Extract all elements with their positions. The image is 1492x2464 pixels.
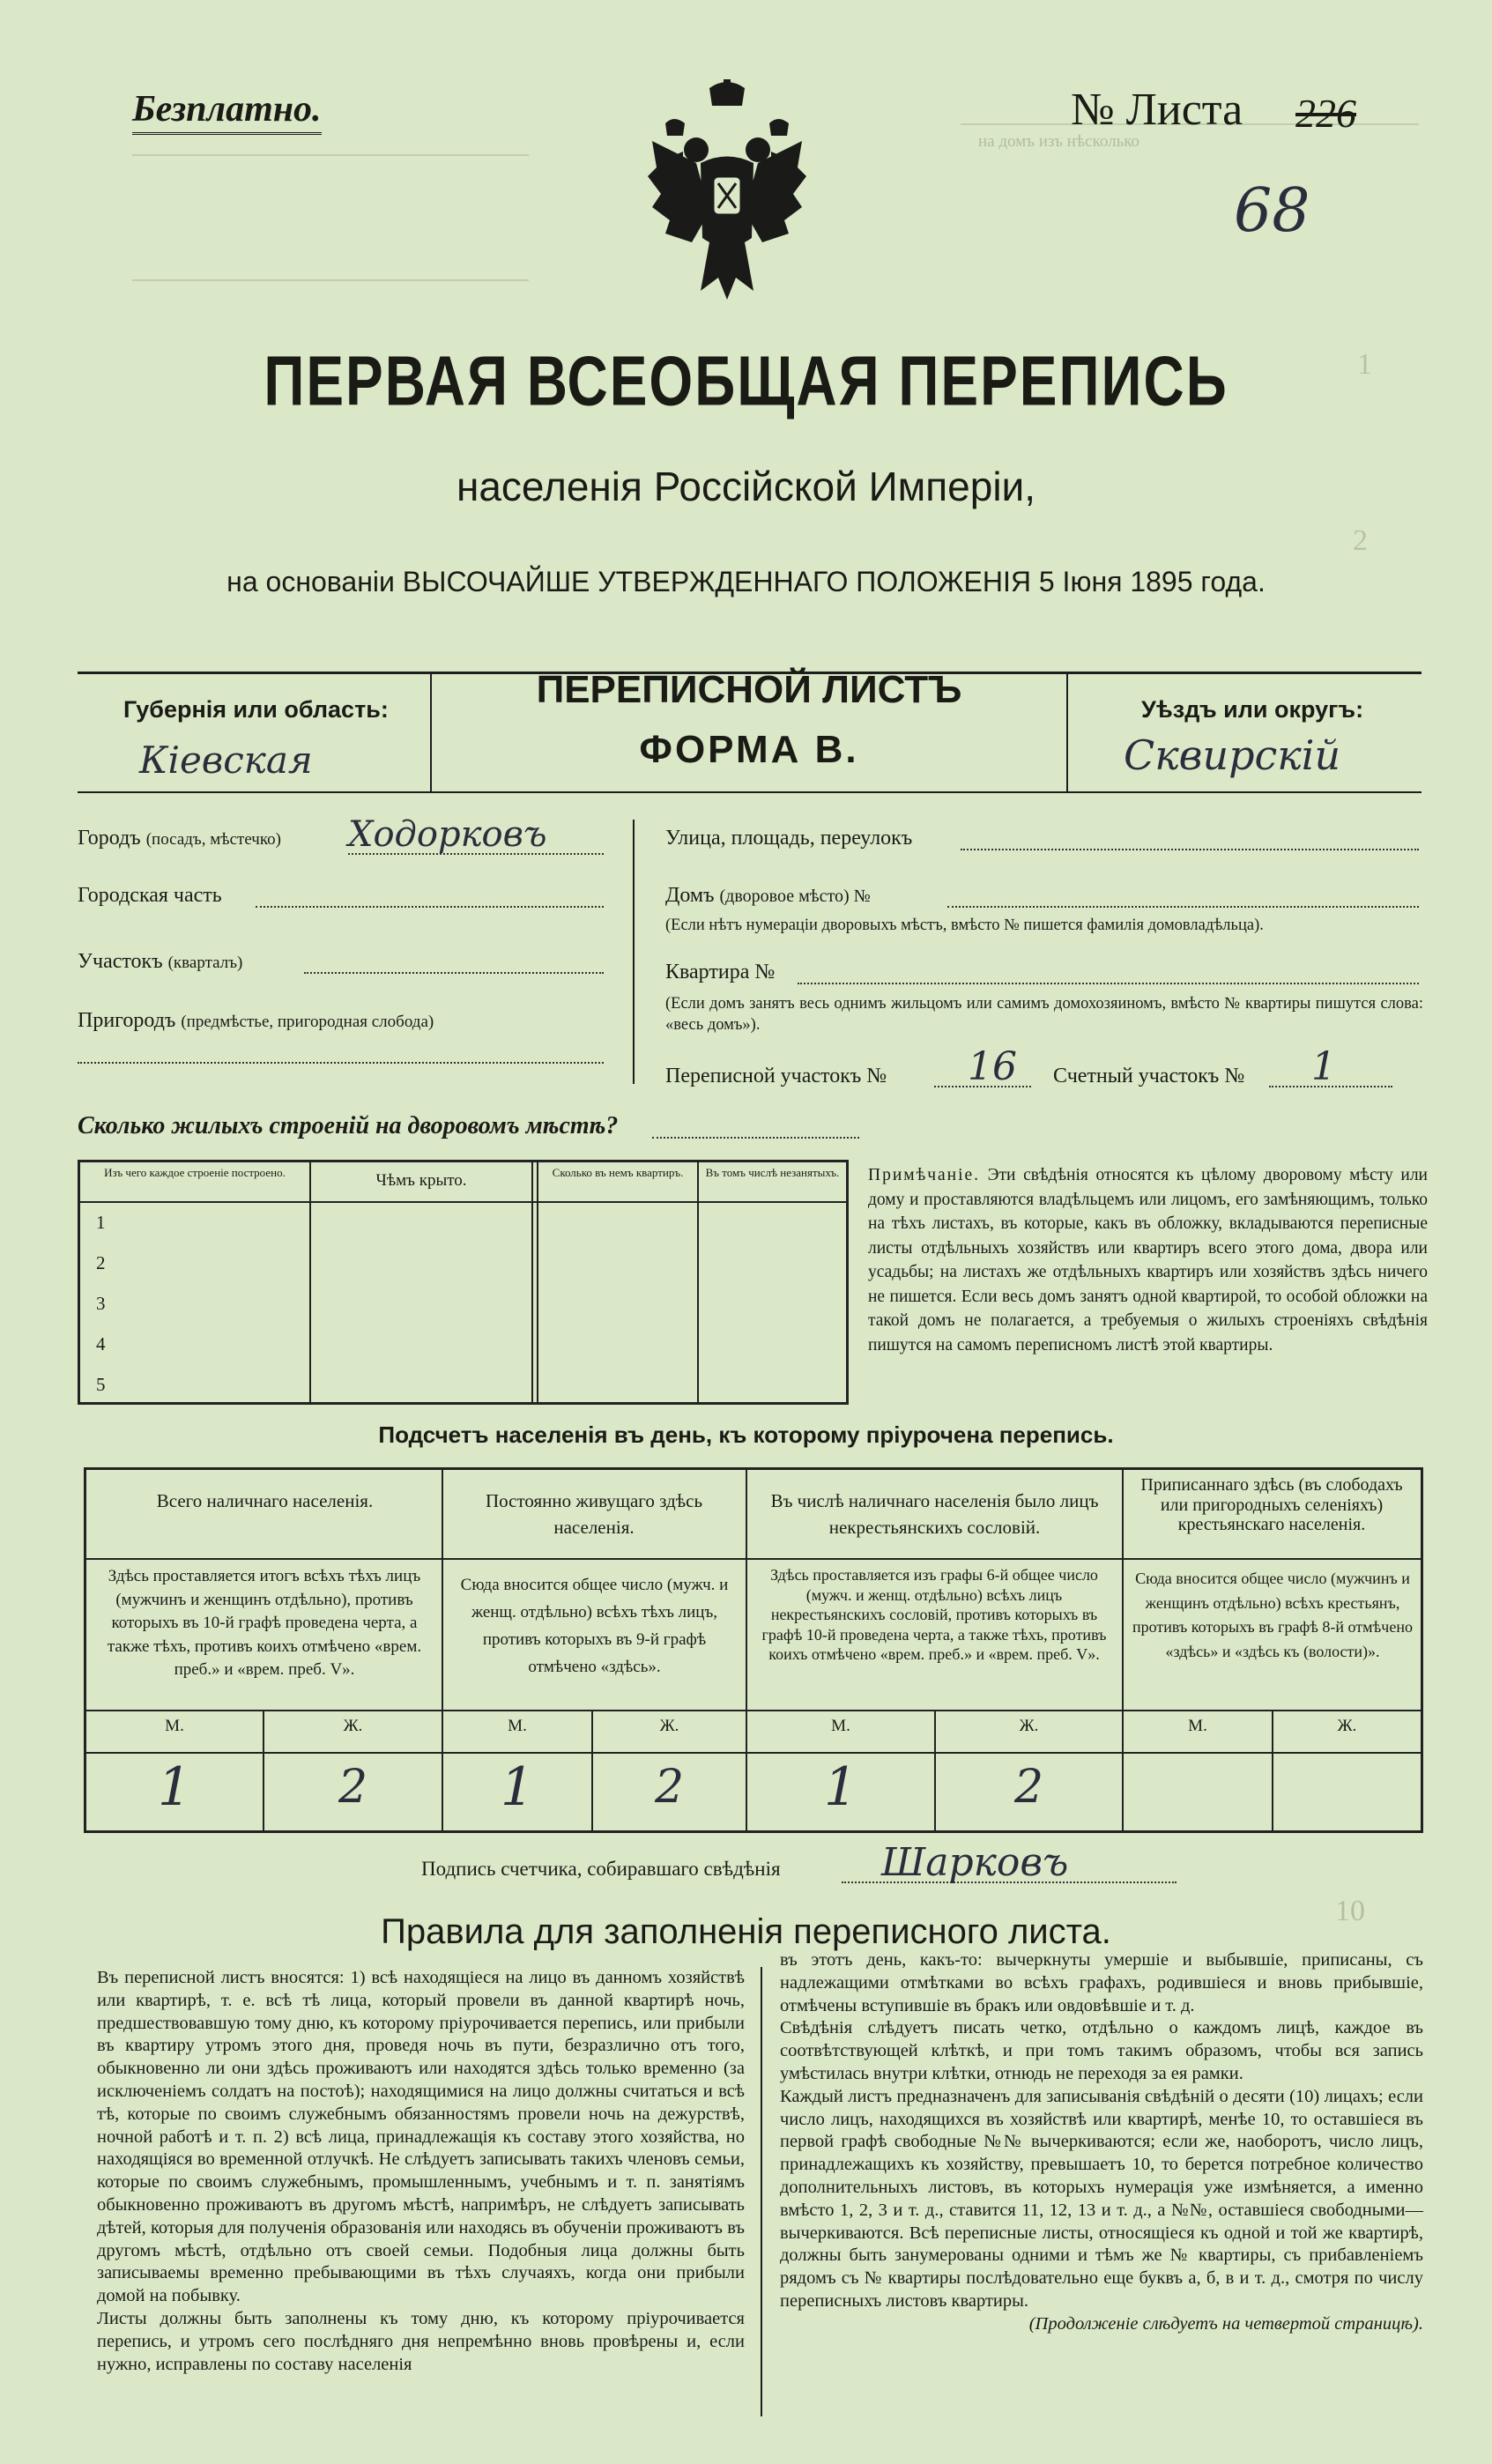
section-field[interactable] bbox=[304, 972, 604, 974]
count-col-line bbox=[1122, 1470, 1124, 1830]
count-col-desc: Сюда вносится общее число (мужч. и женщ. отдѣльно) всѣхъ тѣхъ лицъ, противъ которыхъ въ 9-й графѣ отмѣчено «здѣсь». bbox=[460, 1576, 729, 1676]
city-hint: (посадъ, мѣстечко) bbox=[145, 830, 281, 849]
buildings-col-line bbox=[537, 1162, 538, 1402]
sheet-number-handwritten: 68 bbox=[1234, 176, 1310, 246]
count-district-field: 1 bbox=[1311, 1044, 1336, 1089]
province-field: Кіевская bbox=[139, 738, 313, 782]
rules-right-column bbox=[780, 1949, 1423, 2336]
buildings-row-number: 1 bbox=[96, 1212, 106, 1233]
count-col-m-value: 1 bbox=[500, 1756, 535, 1818]
city-label bbox=[78, 827, 281, 850]
note-text: Эти свѣдѣнія относятся къ цѣлому дворовому мѣсту или дому и проставляются владѣльцемъ или лицомъ, его замѣняющимъ, только на тѣхъ листахъ, въ которые, какъ въ обложку, вкладываются переписные листы отдѣльныхъ хозяйствъ или квартиръ всего этого дома, двора или усадьбы; на листахъ же отдѣльныхъ квартиръ или хозяйствъ здѣсь ничего не пишется. Если весь домъ занятъ одной квартирой, то особой обложки на такой домъ не полагается, а требуемыя о жилыхъ строеніяхъ свѣдѣнія пишутся на самомъ переписномъ листѣ этой квартиры. bbox=[868, 1166, 1428, 1354]
form-box-right-div bbox=[1066, 672, 1068, 793]
count-col-desc: Сюда вносится общее число (мужчинъ и женщинъ отдѣльно) всѣхъ крестьянъ, противъ которыхъ въ графѣ 8-й отмѣчено «здѣсь» и «здѣсь къ (волости)». bbox=[1132, 1570, 1413, 1660]
bleed-through-number: 2 bbox=[1353, 524, 1368, 557]
house-note: (Если нѣтъ нумераціи дворовыхъ мѣстъ, вмѣсто № пишется фамилія домовладѣльца). bbox=[665, 917, 1264, 934]
rules-left-text-2: Листы должны быть заполнены къ тому дню, къ которому пріурочивается перепись, и утромъ сего послѣдняго дня непремѣнно вновь провѣрены и, если нужно, исправлены по составу населенія bbox=[97, 2308, 745, 2374]
bleed-through-left bbox=[132, 154, 529, 281]
count-desc-line bbox=[86, 1710, 1421, 1711]
rules-right-text-2: Свѣдѣнія слѣдуетъ писать четко, отдѣльно о каждомъ лицѣ, каждое въ соотвѣтствующей клѣткѣ, и при томъ такимъ образомъ, чтобы вся запись умѣстилась внутри клѣтки, отнюдь не переходя за ея рамки. bbox=[780, 2018, 1423, 2083]
rules-left-column bbox=[97, 1967, 745, 2376]
buildings-col1-header: Изъ чего каждое строеніе построено. bbox=[104, 1166, 286, 1179]
coat-of-arms-icon bbox=[648, 79, 806, 304]
sheet-number-struck: 226 bbox=[1295, 91, 1356, 136]
count-col-m-label: М. bbox=[1188, 1717, 1207, 1735]
province-label: Губернія или область: bbox=[123, 696, 389, 723]
note-title: Примѣчаніе. bbox=[868, 1166, 981, 1184]
signature-label: Подпись счетчика, собиравшаго свѣдѣнія bbox=[421, 1858, 781, 1880]
count-col-desc: Здѣсь проставляется итогъ всѣхъ тѣхъ лицъ (мужчинъ и женщинъ отдѣльно), противъ которыхъ въ 10-й графѣ проведена черта, а также тѣхъ, противъ коихъ отмѣчено «врем. преб.» и «врем. преб. V». bbox=[107, 1567, 422, 1679]
count-title-line bbox=[86, 1558, 1421, 1560]
section-label-text: Участокъ bbox=[78, 950, 163, 973]
buildings-col4-header: Въ томъ числѣ незанятыхъ. bbox=[705, 1166, 840, 1179]
form-title: ФОРМА В. bbox=[639, 728, 859, 771]
count-col-m-value: 1 bbox=[823, 1756, 858, 1818]
count-district-label: Счетный участокъ № bbox=[1053, 1065, 1245, 1087]
buildings-col2-header: Чѣмъ крыто. bbox=[375, 1171, 467, 1190]
rules-continued: (Продолженіе слѣдуетъ на четвертой страницѣ). bbox=[1028, 2313, 1423, 2334]
census-district-label: Переписной участокъ № bbox=[665, 1065, 887, 1087]
suburb-hint: (предмѣстье, пригородная слобода) bbox=[181, 1013, 434, 1031]
buildings-row-number: 4 bbox=[96, 1333, 106, 1354]
address-vertical-divider bbox=[633, 820, 635, 1084]
count-col-m-label: М. bbox=[508, 1717, 527, 1735]
rules-right-text-3: Каждый листъ предназначенъ для записыванія свѣдѣній о десяти (10) лицахъ; если число лицъ, находящихся въ хозяйствѣ или квартирѣ, менѣе 10, то оставшіеся въ первой графѣ свободные №№ вычеркиваются; если же, наоборотъ, число лицъ, принадлежащихъ къ хозяйству, превышаетъ 10, то берется потребное количество дополнительныхъ листовъ, въ которыхъ нумерація уже измѣняется, а именно вмѣсто 1, 2, 3 и т. д., ставится 11, 12, 13 и т. д., а №№, оставшіеся свободными—вычеркиваются. Всѣ переписные листы, относящіеся къ одной и той же квартирѣ, должны быть занумерованы одними и тѣмъ же № квартиры, съ прибавленіемъ рядомъ съ № квартиры послѣдовательно еще буквъ а, б, в и т. д., смотря по числу переписныхъ листовъ квартиры. bbox=[780, 2086, 1423, 2311]
house-label-text: Домъ bbox=[665, 884, 715, 907]
free-label: Безплатно. bbox=[132, 88, 322, 135]
count-col-title: Постоянно живущаго здѣсь населенія. bbox=[485, 1490, 703, 1538]
buildings-col-line bbox=[697, 1162, 699, 1402]
suburb-label bbox=[78, 1009, 434, 1033]
apartment-field[interactable] bbox=[798, 983, 1419, 984]
city-label-text: Городъ bbox=[78, 827, 141, 850]
bleed-through-number: 10 bbox=[1335, 1895, 1365, 1927]
buildings-row-number: 5 bbox=[96, 1374, 106, 1395]
street-label: Улица, площадь, переулокъ bbox=[665, 827, 913, 850]
district-label: Уѣздъ или округъ: bbox=[1141, 696, 1364, 723]
count-col-title: Всего наличнаго населенія. bbox=[156, 1490, 374, 1511]
count-heading: Подсчетъ населенія въ день, къ которому пріурочена перепись. bbox=[378, 1421, 1114, 1448]
count-col-f-label: Ж. bbox=[1019, 1717, 1039, 1735]
rules-right-text: въ этотъ день, какъ-то: вычеркнуты умершіе и выбывшіе, приписаны, съ надлежащими отмѣтками во всѣхъ графахъ, родившіеся и вновь прибывшіе, отмѣчены вступившіе въ бракъ или овдовѣвшіе и т. д. bbox=[780, 1950, 1423, 2015]
bleed-through-margin: на домъ изъ нѣсколько bbox=[978, 132, 1140, 151]
district-field: Сквирскій bbox=[1124, 731, 1341, 779]
apartment-label: Квартира № bbox=[665, 961, 776, 983]
count-col-m-value: 1 bbox=[157, 1756, 192, 1818]
city-field: Ходорковъ bbox=[348, 814, 547, 855]
rules-heading: Правила для заполненія переписного листа. bbox=[381, 1912, 1111, 1951]
count-col-m-label: М. bbox=[831, 1717, 850, 1735]
house-label bbox=[665, 884, 871, 908]
form-box-mid bbox=[78, 791, 1421, 793]
city-part-label: Городская часть bbox=[78, 884, 222, 907]
apartment-note: (Если домъ занятъ весь однимъ жильцомъ или самимъ домохозяиномъ, вмѣсто № квартиры пишутся слова: «весь домъ»). bbox=[665, 995, 1423, 1034]
sheet-title: ПЕРЕПИСНОЙ ЛИСТЪ bbox=[536, 668, 962, 711]
count-col-f-value: 2 bbox=[1013, 1761, 1044, 1814]
count-col-m-label: М. bbox=[165, 1717, 184, 1735]
street-field[interactable] bbox=[961, 849, 1419, 850]
count-col-f-value: 2 bbox=[654, 1761, 685, 1814]
sheet-number-label: № Листа bbox=[1071, 85, 1243, 135]
rules-column-divider bbox=[761, 1967, 762, 2416]
section-hint: (кварталъ) bbox=[167, 954, 243, 972]
buildings-col-line bbox=[309, 1162, 311, 1402]
buildings-note bbox=[868, 1163, 1428, 1357]
count-col-f-label: Ж. bbox=[343, 1717, 363, 1735]
count-col-desc: Здѣсь проставляется изъ графы 6-й общее число (мужч. и женщ. отдѣльно) всѣхъ лицъ некрестьянскихъ сословій, противъ которыхъ въ графѣ 10-й проведена черта, а также тѣхъ, противъ коихъ отмѣчено «врем. преб.» и «врем. преб. V». bbox=[761, 1566, 1107, 1663]
buildings-question-line bbox=[652, 1137, 859, 1139]
section-label bbox=[78, 950, 242, 974]
count-mf-line bbox=[86, 1752, 1421, 1754]
count-col-title: Въ числѣ наличнаго населенія было лицъ некрестьянскихъ сословій. bbox=[770, 1490, 1099, 1538]
buildings-col-line bbox=[531, 1162, 533, 1402]
count-col-f-value: 2 bbox=[338, 1761, 368, 1814]
buildings-table bbox=[78, 1160, 849, 1405]
count-col-f-label: Ж. bbox=[659, 1717, 679, 1735]
house-hint: (дворовое мѣсто) № bbox=[719, 887, 871, 906]
count-col-f-label: Ж. bbox=[1337, 1717, 1357, 1735]
bleed-through-number: 1 bbox=[1357, 348, 1372, 381]
census-subtitle: населенія Россійской Имперіи, bbox=[456, 464, 1036, 509]
buildings-row-number: 2 bbox=[96, 1252, 106, 1273]
count-col-title: Приписаннаго здѣсь (въ слободахъ или пригородныхъ селеніяхъ) крестьянскаго населенія. bbox=[1140, 1475, 1403, 1534]
census-basis: на основаніи ВЫСОЧАЙШЕ УТВЕРЖДЕННАГО ПОЛОЖЕНІЯ 5 Іюня 1895 года. bbox=[226, 566, 1266, 597]
buildings-question: Сколько жилыхъ строеній на дворовомъ мѣстѣ? bbox=[78, 1112, 619, 1139]
count-table bbox=[84, 1467, 1423, 1833]
buildings-row-number: 3 bbox=[96, 1293, 106, 1314]
buildings-header-line bbox=[80, 1201, 846, 1203]
buildings-col3-header: Сколько въ немъ квартиръ. bbox=[552, 1166, 684, 1179]
signature-field: Шарковъ bbox=[881, 1840, 1069, 1885]
census-district-field: 16 bbox=[968, 1044, 1017, 1089]
city-part-field[interactable] bbox=[256, 906, 604, 908]
rules-left-text: Въ переписной листъ вносятся: 1) всѣ находящіеся на лицо въ данномъ хозяйствѣ или квартирѣ, т. е. всѣ тѣ лица, который провели въ данной квартирѣ ночь, предшествовавшую тому дню, къ которому пріурочивается перепись, или прибыли въ квартиру утромъ этого дня, проведя ночь въ пути, безразлично отъ того, обыкновенно ли они здѣсь проживаютъ или находятся здѣсь только временно (за исключеніемъ солдатъ на постоѣ); находящимися на лицо должны считаться и всѣ тѣ, которые по своимъ служебнымъ обязанностямъ провели ночь на дежурствѣ, ночной работѣ и т. п. 2) всѣ лица, принадлежащія къ составу этого хозяйства, но находящіяся во временной отлучкѣ. Не слѣдуетъ записывать такихъ членовъ семьи, которые по своимъ служебнымъ, промышленнымъ, учебнымъ и т. п. занятіямъ обыкновенно проживаютъ въ другомъ мѣстѣ, напримѣръ, не слѣдуетъ записывать дѣтей, которыя для полученія образованія или находясь въ обученіи проживаютъ въ другомъ мѣстѣ, отдѣльно отъ своей семьи. Подобныя лица должны быть записываемы временно пребывающими въ тѣхъ случаяхъ, когда они прибыли домой на побывку. bbox=[97, 1968, 745, 2306]
suburb-label-text: Пригородъ bbox=[78, 1009, 176, 1032]
census-title: ПЕРВАЯ ВСЕОБЩАЯ ПЕРЕПИСЬ bbox=[264, 341, 1228, 420]
suburb-field[interactable] bbox=[78, 1062, 604, 1064]
house-field[interactable] bbox=[947, 906, 1419, 908]
